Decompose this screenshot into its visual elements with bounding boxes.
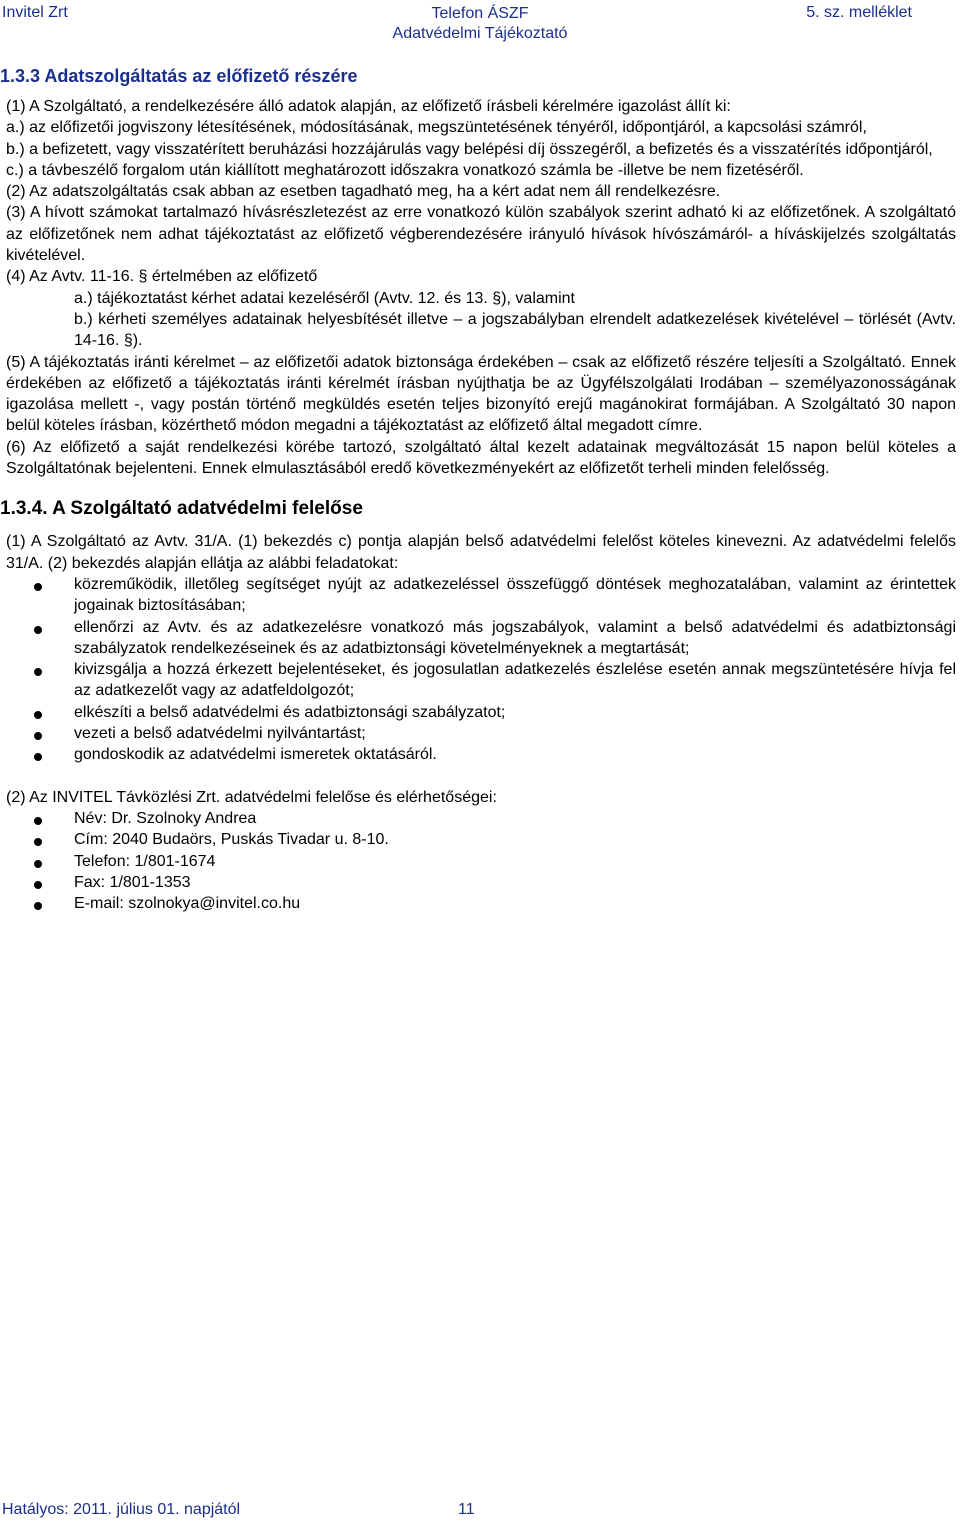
list-item: elkészíti a belső adatvédelmi és adatbiztonsági szabályzatot; — [6, 702, 956, 723]
duties-list — [6, 574, 956, 766]
bullet-icon — [34, 753, 42, 761]
bullet-icon — [34, 711, 42, 719]
contact-email: E-mail: szolnokya@invitel.co.hu — [6, 893, 956, 914]
header-annex-label: 5. sz. melléklet — [806, 4, 912, 21]
paragraph-3: (3) A hívott számokat tartalmazó hívásrészletezést az erre vonatkozó külön szabályok szerint adható ki az előfizetőnek. A szolgáltató az előfizetőnek nem adhat tájékoztatást az előfizető végberendezésére irányuló hívások hívószámáról- a híváskijelzés szolgáltatás kivételével. — [6, 204, 956, 265]
bullet-icon — [34, 838, 42, 846]
item-c: c.) a távbeszélő forgalom után kiállított meghatározott időszakra vonatkozó számla be -illetve be nem fizetéséről. — [6, 161, 804, 179]
contact-fax: Fax: 1/801-1353 — [6, 872, 956, 893]
list-item: közreműködik, illetőleg segítséget nyújt az adatkezeléssel összefüggő döntések meghozatalában, valamint az érintettek jogainak biztosításában; — [6, 574, 956, 617]
bullet-icon — [34, 817, 42, 825]
paragraph-6: (6) Az előfizető a saját rendelkezési körébe tartozó, szolgáltató által kezelt adatainak megváltozását 15 napon belül köteles a Szolgáltatónak bejelenteni. Ennek elmulasztásából eredő következményekért az előfizetőt terheli minden felelősség. — [6, 438, 956, 478]
footer-effective-date: Hatályos: 2011. július 01. napjától — [2, 1501, 241, 1518]
paragraph-5: (5) A tájékoztatás iránti kérelmet – az előfizetői adatok biztonsága érdekében – csak az előfizető részére teljesíti a Szolgáltató. Ennek érdekében az előfizető a tájékoztatás iránti kérelmét írásban nyújthatja be az Ügyfélszolgálati Irodában – személyazonosságának igazolása mellett -, vagy postán történő megküldés esetén teljes bizonyító erejű magánokirat formájában. A Szolgáltató 30 napon belül köteles írásban, közérthető módon megadni a tájékoztatást az előfizető által megadott címre. — [6, 353, 956, 435]
bullet-icon — [34, 902, 42, 910]
header-title-line1: Telefon ÁSZF — [431, 5, 529, 22]
contact-name: Név: Dr. Szolnoky Andrea — [6, 808, 956, 829]
contact-phone: Telefon: 1/801-1674 — [6, 851, 956, 872]
bullet-icon — [34, 881, 42, 889]
section-title-1-3-4: 1.3.4. A Szolgáltató adatvédelmi felelőse — [0, 498, 363, 520]
paragraph-4-item-a: a.) tájékoztatást kérhet adatai kezeléséről (Avtv. 12. és 13. §), valamint — [74, 289, 575, 307]
page-number: 11 — [458, 1501, 475, 1518]
section-title-1-3-3: 1.3.3 Adatszolgáltatás az előfizető részére — [0, 66, 358, 86]
section2-intro: (1) A Szolgáltató az Avtv. 31/A. (1) bekezdés c) pontja alapján belső adatvédelmi felelőst köteles kinevezni. Az adatvédelmi felelős 31/A. (2) bekezdés alapján ellátja az alábbi feladatokat: — [6, 533, 956, 572]
paragraph-4-item-b: b.) kérheti személyes adatainak helyesbítését illetve – a jogszabályban elrendelt adatkezelések kivételével – törlését (Avtv. 14-16. §). — [74, 310, 956, 350]
document-body — [0, 64, 956, 914]
paragraph-2: (2) Az adatszolgáltatás csak abban az esetben tagadható meg, ha a kért adat nem áll rendelkezésre. — [6, 183, 721, 201]
bullet-icon — [34, 732, 42, 740]
list-item: ellenőrzi az Avtv. és az adatkezelésre vonatkozó más jogszabályok, valamint a belső adatvédelmi és adatbiztonsági szabályzatok rendelkezéseinek és az adatbiztonsági követelményeknek a megtartását; — [6, 617, 956, 660]
item-b: b.) a befizetett, vagy visszatérített beruházási hozzájárulás vagy belépési díj összegéről, a befizetés és a visszatérítés időpontjáról, — [6, 140, 933, 158]
list-item: vezeti a belső adatvédelmi nyilvántartást; — [6, 723, 956, 744]
paragraph-1: (1) A Szolgáltató, a rendelkezésére álló adatok alapján, az előfizető írásbeli kérelmére igazolást állít ki: — [6, 98, 731, 115]
bullet-icon — [34, 860, 42, 868]
bullet-icon — [34, 626, 42, 634]
list-item: gondoskodik az adatvédelmi ismeretek oktatásáról. — [6, 744, 956, 765]
header-title-line2: Adatvédelmi Tájékoztató — [392, 25, 568, 42]
contact-intro: (2) Az INVITEL Távközlési Zrt. adatvédelmi felelőse és elérhetőségei: — [6, 788, 497, 806]
bullet-icon — [34, 583, 42, 591]
item-a: a.) az előfizetői jogviszony létesítésének, módosításának, megszüntetésének tényéről, időpontjáról, a kapcsolási számról, — [6, 119, 867, 137]
contact-list — [6, 808, 956, 914]
header-company: Invitel Zrt — [2, 4, 68, 21]
bullet-icon — [34, 668, 42, 676]
contact-address: Cím: 2040 Budaörs, Puskás Tivadar u. 8-10. — [6, 829, 956, 850]
list-item: kivizsgálja a hozzá érkezett bejelentéseket, és jogosulatlan adatkezelés észlelése esetén annak megszüntetésére hívja fel az adatkezelőt vagy az adatfeldolgozót; — [6, 659, 956, 702]
paragraph-4: (4) Az Avtv. 11-16. § értelmében az előfizető — [6, 268, 318, 286]
